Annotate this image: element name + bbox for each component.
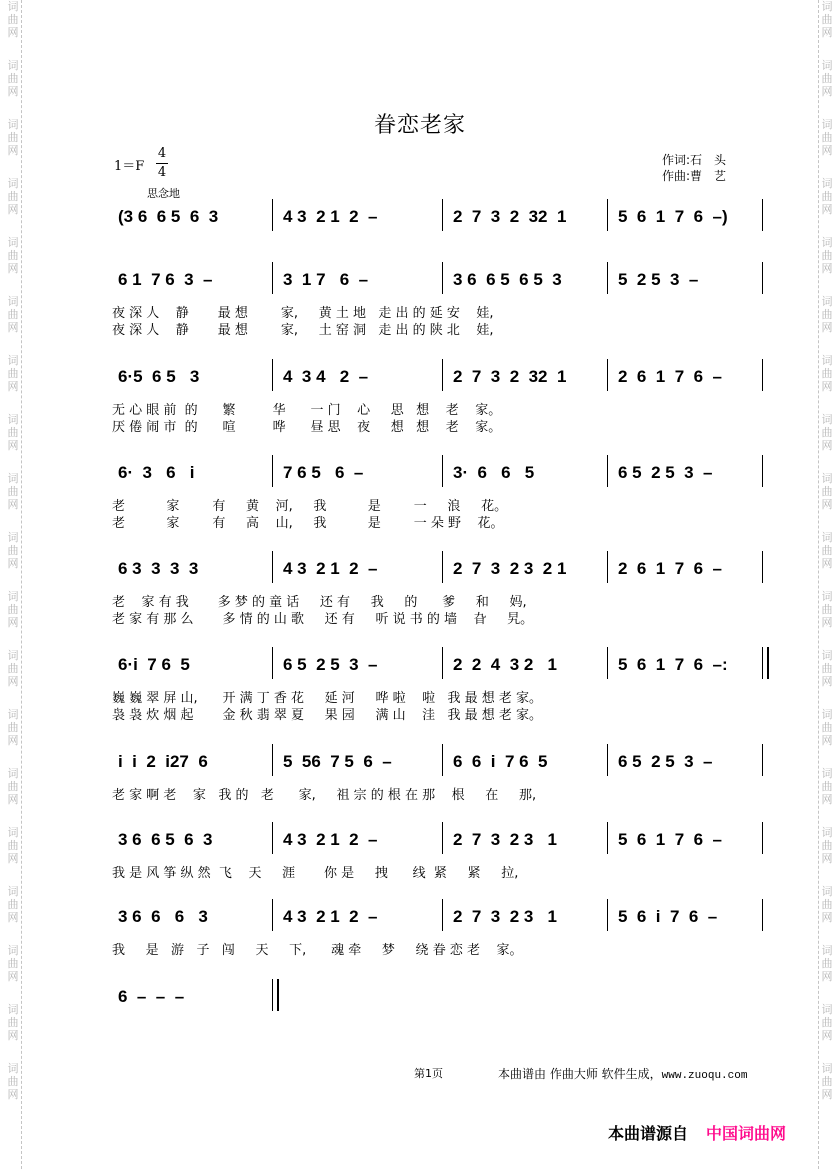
lyric-line: 夜 深 人 静 最 想 家, 土 窑 洞 走 出 的 陕 北 娃, [112,323,494,338]
watermark-char: 曲 [7,249,19,262]
watermark-char: 词 [821,826,833,839]
watermark-char: 词 [821,1062,833,1075]
barline [442,744,443,776]
measure: 4 3 2 1 2 – [283,559,378,578]
notation-line [112,203,772,231]
measure: 4 3 2 1 2 – [283,830,378,849]
measure: 5 6 1 7 6 –: [618,655,728,674]
score-system [112,555,772,625]
watermark-char: 词 [821,295,833,308]
measure: 6 1 7 6 3 – [118,270,213,289]
watermark-char: 曲 [821,957,833,970]
watermark-group [816,177,838,216]
barline [272,359,273,391]
measure: 6 5 2 5 3 – [618,463,713,482]
measure: 4 3 2 1 2 – [283,207,378,226]
measure: 6 5 2 5 3 – [283,655,378,674]
barline [762,822,763,854]
measure: 6 5 2 5 3 – [618,752,713,771]
watermark-char: 曲 [7,780,19,793]
measure: 6· 3 6 i [118,463,195,482]
watermark-char: 网 [7,144,19,157]
lyric-line: 袅 袅 炊 烟 起 金 秋 翡 翠 夏 果 园 满 山 洼 我 最 想 老 家。 [112,708,543,723]
measure: 2 7 3 2 3 1 [453,830,557,849]
barline [442,899,443,931]
score-system [112,903,772,956]
watermark-char: 网 [7,85,19,98]
watermark-char: 网 [7,498,19,511]
lyrics-block [112,862,772,879]
generator-url[interactable]: www.zuoqu.com [661,1070,748,1082]
barline [272,744,273,776]
barline [272,899,273,931]
watermark-char: 曲 [821,1075,833,1088]
barline [442,647,443,679]
watermark-char: 曲 [821,190,833,203]
watermark-char: 曲 [821,426,833,439]
watermark-group [816,1003,838,1042]
watermark-group [2,531,24,570]
lyrics-block [112,495,772,529]
watermark-group [2,177,24,216]
watermark-char: 网 [7,1088,19,1101]
watermark-char: 曲 [821,1016,833,1029]
barline [442,199,443,231]
watermark-char: 词 [821,413,833,426]
barline [272,647,273,679]
watermark-group [816,944,838,983]
lyrics-block [112,939,772,956]
notation-line [112,363,772,391]
watermark-group [816,413,838,452]
notation-line [112,555,772,583]
watermark-group [816,236,838,275]
barline [607,744,608,776]
measure: 5 2 5 3 – [618,270,699,289]
watermark-char: 曲 [7,426,19,439]
watermark-char: 词 [7,708,19,721]
score-system [112,459,772,529]
lyric-line: 老 家 啊 老 家 我 的 老 家, 祖 宗 的 根 在 那 根 在 那, [112,788,537,803]
barline [442,262,443,294]
barline [762,359,763,391]
lyric-line: 我 是 风 筝 纵 然 飞 天 涯 你 是 拽 线 紧 紧 拉, [112,866,519,881]
barline [607,199,608,231]
watermark-group [816,708,838,747]
barline [607,899,608,931]
lyric-line: 我 是 游 子 闯 天 下, 魂 牵 梦 绕 眷 恋 老 家。 [112,943,523,958]
watermark-group [816,826,838,865]
watermark-char: 曲 [7,367,19,380]
time-signature-top: 4 [157,146,167,161]
measure: 3· 6 6 5 [453,463,535,482]
watermark-char: 曲 [821,603,833,616]
page-number: 第1页 [414,1067,443,1080]
watermark-group [2,826,24,865]
watermark-char: 网 [821,321,833,334]
composer: 作曲:曹 艺 [662,169,727,183]
notation-line [112,459,772,487]
watermark-char: 曲 [821,662,833,675]
barline [272,262,273,294]
watermark-char: 词 [7,59,19,72]
watermark-char: 网 [7,380,19,393]
watermark-char: 词 [7,944,19,957]
source-credit [608,1121,786,1144]
watermark-char: 网 [821,970,833,983]
measure: 2 7 3 2 32 1 [453,207,567,226]
watermark-char: 网 [7,852,19,865]
measure: 6 – – – [118,987,185,1006]
watermark-char: 词 [821,1003,833,1016]
measure: 2 7 3 2 3 2 1 [453,559,567,578]
watermark-char: 曲 [821,839,833,852]
watermark-char: 词 [7,1003,19,1016]
watermark-char: 词 [821,708,833,721]
watermark-char: 曲 [821,721,833,734]
watermark-char: 网 [7,616,19,629]
generator-credit [498,1065,747,1082]
watermark-char: 词 [821,354,833,367]
measure: 2 2 4 3 2 1 [453,655,557,674]
watermark-char: 网 [821,144,833,157]
score-system [112,651,772,721]
watermark-char: 网 [821,616,833,629]
watermark-char: 曲 [7,308,19,321]
watermark-char: 词 [821,59,833,72]
score-system [112,203,772,231]
notation-line [112,983,772,1011]
watermark-group [2,0,24,39]
barline [607,455,608,487]
measure: 2 7 3 2 32 1 [453,367,567,386]
watermark-char: 词 [7,0,19,13]
lyric-line: 老 家 有 黄 河, 我 是 一 浪 花。 [112,499,508,514]
key-signature: 1＝F [114,159,145,174]
watermark-group [2,295,24,334]
watermark-char: 词 [7,649,19,662]
watermark-char: 网 [821,1029,833,1042]
watermark-char: 词 [7,118,19,131]
watermark-char: 网 [7,262,19,275]
watermark-char: 曲 [7,13,19,26]
watermark-char: 词 [821,767,833,780]
watermark-group [2,649,24,688]
watermark-char: 曲 [7,957,19,970]
watermark-group [816,0,838,39]
watermark-char: 网 [821,911,833,924]
lyricist: 作词:石 头 [662,153,727,167]
barline [762,744,763,776]
watermark-char: 网 [821,734,833,747]
watermark-char: 曲 [821,485,833,498]
measure: 7 6 5 6 – [283,463,364,482]
watermark-group [816,354,838,393]
barline [272,199,273,231]
tempo-mark: 思念地 [147,187,180,200]
barline [762,647,769,679]
barline [272,455,273,487]
watermark-char: 网 [821,262,833,275]
source-brand[interactable]: 中国词曲网 [706,1124,787,1143]
measure: 3 6 6 5 6 3 [118,830,213,849]
measure: 3 1 7 6 – [283,270,369,289]
barline [272,551,273,583]
score-title: 眷恋老家 [373,113,466,138]
watermark-char: 词 [821,177,833,190]
watermark-group [2,1003,24,1042]
left-watermark [2,0,24,1169]
lyric-line: 老 家 有 我 多 梦 的 童 话 还 有 我 的 爹 和 妈, [112,595,527,610]
watermark-char: 词 [821,472,833,485]
barline [762,551,763,583]
measure: 4 3 4 2 – [283,367,369,386]
barline [607,647,608,679]
measure: 2 6 1 7 6 – [618,559,722,578]
watermark-char: 网 [821,1088,833,1101]
measure: 5 56 7 5 6 – [283,752,392,771]
watermark-group [2,59,24,98]
watermark-char: 词 [7,236,19,249]
watermark-char: 曲 [821,367,833,380]
barline [442,551,443,583]
lyric-line: 夜 深 人 静 最 想 家, 黄 土 地 走 出 的 延 安 娃, [112,306,494,321]
watermark-char: 词 [821,531,833,544]
watermark-char: 曲 [7,721,19,734]
watermark-group [816,649,838,688]
watermark-char: 网 [7,26,19,39]
lyric-line: 无 心 眼 前 的 繁 华 一 门 心 思 想 老 家。 [112,403,502,418]
credits [662,152,726,184]
barline [762,455,763,487]
watermark-group [2,590,24,629]
watermark-char: 词 [7,767,19,780]
watermark-char: 曲 [7,839,19,852]
barline [762,262,763,294]
watermark-group [816,59,838,98]
score-system [112,983,772,1011]
watermark-group [2,708,24,747]
watermark-char: 曲 [7,662,19,675]
watermark-char: 词 [821,236,833,249]
watermark-char: 曲 [821,13,833,26]
watermark-char: 网 [821,203,833,216]
measure: 5 6 1 7 6 –) [618,207,728,226]
watermark-char: 网 [7,439,19,452]
watermark-char: 曲 [7,898,19,911]
measure: 5 6 i 7 6 – [618,907,718,926]
watermark-char: 词 [7,531,19,544]
watermark-char: 网 [7,321,19,334]
measure: 2 6 1 7 6 – [618,367,722,386]
watermark-char: 网 [7,911,19,924]
watermark-char: 曲 [821,898,833,911]
watermark-char: 曲 [7,485,19,498]
watermark-char: 网 [821,380,833,393]
score-system [112,826,772,879]
lyric-line: 老 家 有 那 么 多 情 的 山 歌 还 有 听 说 书 的 墙 旮 旯。 [112,612,534,627]
watermark-char: 曲 [7,72,19,85]
watermark-char: 曲 [7,1075,19,1088]
watermark-char: 词 [7,295,19,308]
watermark-char: 网 [7,203,19,216]
watermark-char: 网 [7,675,19,688]
barline [607,822,608,854]
watermark-char: 词 [821,590,833,603]
barline [762,899,763,931]
barline [442,359,443,391]
lyric-line: 巍 巍 翠 屏 山, 开 满 丁 香 花 延 河 哗 啦 啦 我 最 想 老 家。 [112,691,543,706]
watermark-char: 词 [7,1062,19,1075]
lyrics-block [112,784,772,801]
watermark-char: 词 [7,472,19,485]
watermark-char: 曲 [821,131,833,144]
watermark-char: 网 [7,1029,19,1042]
lyrics-block [112,687,772,721]
watermark-char: 网 [7,793,19,806]
measure: (3 6 6 5 6 3 [118,207,219,226]
watermark-group [2,236,24,275]
watermark-char: 网 [7,557,19,570]
watermark-group [816,295,838,334]
watermark-char: 词 [821,885,833,898]
watermark-char: 网 [821,675,833,688]
watermark-char: 网 [821,852,833,865]
notation-line [112,826,772,854]
measure: 4 3 2 1 2 – [283,907,378,926]
watermark-group [816,472,838,511]
watermark-char: 曲 [7,1016,19,1029]
measure: 5 6 1 7 6 – [618,830,722,849]
score-system [112,748,772,801]
watermark-group [2,767,24,806]
watermark-group [2,413,24,452]
barline [442,822,443,854]
source-label: 本曲谱源自 [608,1124,689,1143]
watermark-char: 词 [7,826,19,839]
notation-line [112,903,772,931]
measure: 6·i 7 6 5 [118,655,190,674]
watermark-char: 曲 [821,72,833,85]
score-system [112,363,772,433]
barline [762,199,763,231]
watermark-char: 网 [7,734,19,747]
watermark-char: 词 [821,649,833,662]
watermark-char: 词 [7,354,19,367]
measure: 6 6 i 7 6 5 [453,752,548,771]
watermark-group [816,767,838,806]
watermark-char: 词 [7,177,19,190]
watermark-group [2,472,24,511]
watermark-char: 词 [7,590,19,603]
watermark-char: 网 [7,970,19,983]
watermark-char: 曲 [7,190,19,203]
lyrics-block [112,302,772,336]
watermark-char: 词 [821,944,833,957]
watermark-char: 网 [821,557,833,570]
lyric-line: 老 家 有 高 山, 我 是 一 朵 野 花。 [112,516,504,531]
watermark-char: 曲 [821,249,833,262]
barline [607,262,608,294]
watermark-group [2,1062,24,1101]
watermark-group [816,885,838,924]
measure: i i 2 i27 6 [118,752,208,771]
watermark-group [2,354,24,393]
generator-text: 本曲谱由 作曲大师 软件生成， [498,1067,662,1081]
watermark-char: 词 [821,0,833,13]
lyrics-block [112,591,772,625]
watermark-group [2,944,24,983]
barline [607,359,608,391]
watermark-char: 网 [821,439,833,452]
barline [272,822,273,854]
watermark-char: 网 [821,85,833,98]
watermark-char: 网 [821,498,833,511]
barline [607,551,608,583]
measure: 6 3 3 3 3 [118,559,199,578]
watermark-char: 词 [821,118,833,131]
watermark-group [816,590,838,629]
measure: 3 6 6 6 3 [118,907,208,926]
watermark-group [816,531,838,570]
measure: 3 6 6 5 6 5 3 [453,270,562,289]
watermark-group [2,885,24,924]
watermark-char: 曲 [7,544,19,557]
watermark-char: 曲 [821,780,833,793]
watermark-char: 曲 [821,544,833,557]
right-watermark [816,0,838,1169]
watermark-group [816,1062,838,1101]
watermark-char: 曲 [821,308,833,321]
score-system [112,266,772,336]
lyrics-block [112,399,772,433]
measure: 2 7 3 2 3 1 [453,907,557,926]
watermark-char: 词 [7,413,19,426]
watermark-char: 曲 [7,131,19,144]
watermark-char: 网 [821,26,833,39]
watermark-char: 网 [821,793,833,806]
measure: 6·5 6 5 3 [118,367,200,386]
lyric-line: 厌 倦 闹 市 的 喧 哗 昼 思 夜 想 想 老 家。 [112,420,502,435]
time-signature [155,145,169,182]
notation-line [112,748,772,776]
barline [442,455,443,487]
barline [272,979,279,1011]
notation-line [112,651,772,679]
time-signature-bottom: 4 [157,165,167,180]
notation-line [112,266,772,294]
watermark-char: 词 [7,885,19,898]
watermark-char: 曲 [7,603,19,616]
